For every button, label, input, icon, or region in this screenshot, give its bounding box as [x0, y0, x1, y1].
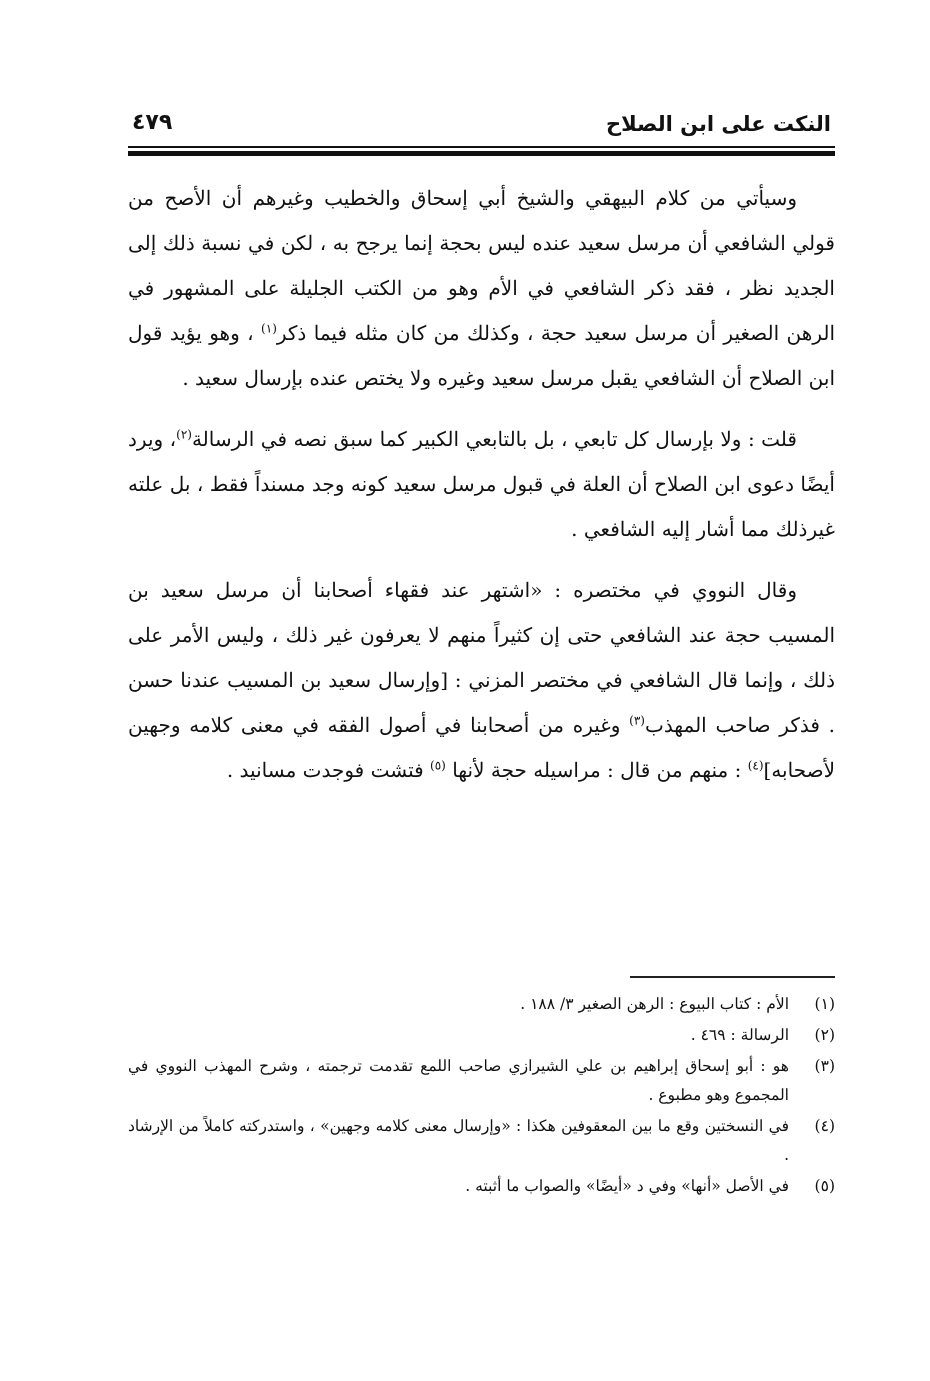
footnote-text: في الأصل «أنها» وفي د «أيضًا» والصواب ما أثبته . — [465, 1177, 789, 1195]
footnote-item — [128, 1021, 835, 1050]
page-number: ٤٧٩ — [132, 110, 173, 135]
footnote-number: (١) — [814, 995, 835, 1013]
footnote-item — [128, 1172, 835, 1201]
header-rule-thick — [128, 151, 835, 156]
footnote-ref-1: (١) — [261, 321, 277, 336]
footnote-number: (٣) — [814, 1057, 835, 1075]
footnotes — [128, 990, 835, 1203]
footnote-item — [128, 1052, 835, 1110]
footnote-text: في النسختين وقع ما بين المعقوفين هكذا : «وإرسال معنى كلامه وجهين» ، واستدركته كاملاً من الإرشاد . — [128, 1117, 789, 1164]
header-rule-thin — [128, 146, 835, 148]
footnote-number: (٤) — [814, 1117, 835, 1135]
paragraph-3: وقال النووي في مختصره : «اشتهر عند فقهاء أصحابنا أن مرسل سعيد بن المسيب حجة عند الشافعي حتى إن كثيراً منهم لا يعرفون غير ذلك ، وليس الأمر على ذلك ، وإنما قال الشافعي في مختصر المزني : [وإرسال سعيد بن المسيب عندنا حسن . فذكر صاحب المهذب$^{(٣)}$ وغيره من أصحابنا في أصول الفقه في معنى كلامه وجهين لأصحابه]$^{(٤)}$ : منهم من قال : مراسيله حجة لأنها $^{(٥)}$ فتشت فوجدت مسانيد . — [128, 578, 836, 782]
footnote-text: الرسالة : ٤٦٩ . — [690, 1026, 789, 1044]
footnote-item — [128, 1112, 835, 1170]
book-page — [128, 100, 835, 1340]
footnote-ref-4: (٤) — [747, 758, 764, 773]
paragraph-2: قلت : ولا بإرسال كل تابعي ، بل بالتابعي الكبير كما سبق نصه في الرسالة$^{(٢)}$، ويرد أيضًا دعوى ابن الصلاح أن العلة في قبول مرسل سعيد كونه وجد مسنداً فقط ، بل علته غيرذلك مما أشار إليه الشافعي . — [128, 427, 835, 541]
footnote-ref-2: (٢) — [176, 427, 192, 442]
footnote-number: (٢) — [814, 1026, 835, 1044]
footnote-text: الأم : كتاب البيوع : الرهن الصغير ٣/ ١٨٨ . — [520, 995, 789, 1013]
footnote-ref-5: (٥) — [430, 758, 446, 773]
paragraph-1: وسيأتي من كلام البيهقي والشيخ أبي إسحاق والخطيب وغيرهم أن الأصح من قولي الشافعي أن مرسل سعيد عنده ليس بحجة إنما يرجح به ، لكن في نسبة ذلك إلى الجديد نظر ، فقد ذكر الشافعي في الأم وهو من الكتب الجليلة على المشهور في الرهن الصغير أن مرسل سعيد حجة ، وكذلك من كان مثله فيما ذكر$^{(١)}$ ، وهو يؤيد قول ابن الصلاح أن الشافعي يقبل مرسل سعيد وغيره ولا يختص عنده بإرسال سعيد . — [128, 186, 835, 390]
running-title: النكت على ابن الصلاح — [605, 112, 831, 136]
footnote-number: (٥) — [814, 1177, 835, 1195]
footnote-separator — [630, 976, 835, 978]
footnote-ref-3: (٣) — [629, 713, 645, 728]
footnote-item — [128, 990, 835, 1019]
main-text — [128, 176, 835, 793]
footnote-text: هو : أبو إسحاق إبراهيم بن علي الشيرازي صاحب اللمع تقدمت ترجمته ، وشرح المهذب النووي في المجموع وهو مطبوع . — [128, 1057, 789, 1104]
running-header — [128, 100, 835, 148]
